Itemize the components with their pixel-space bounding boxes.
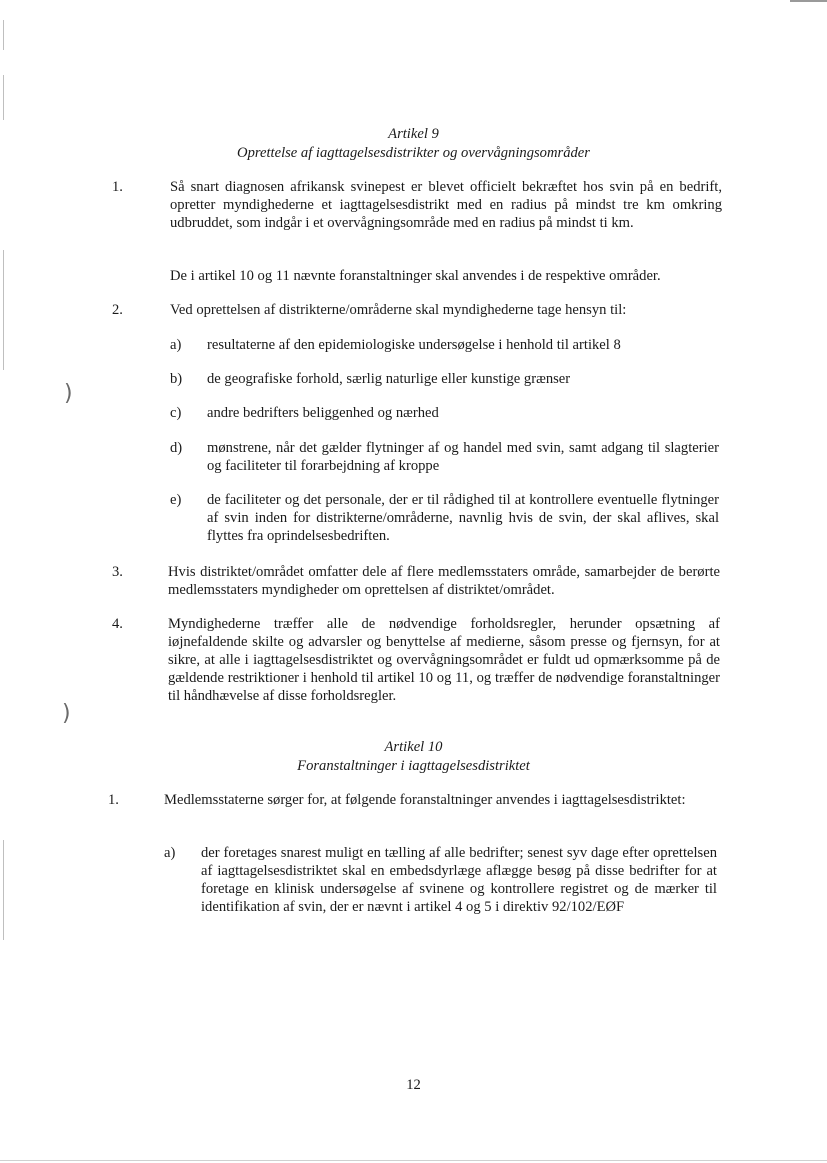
scan-edge-left xyxy=(3,840,4,940)
paragraph-text: Myndighederne træffer alle de nødvendige forholdsregler, herunder opsætning af iøjnefaldende skilte og advarsler og benyttelse af medierne, såsom presse og fjernsyn, for at sikre, at alle i iagttagelsesdistriktet og overvågningsområdet er fuldt ud opmærksomme på de gældende restriktioner i henhold til artikel 10 og 11, og træffer de nødvendige foranstaltninger til håndhævelse af disse forholdsregler. xyxy=(168,616,720,704)
binder-hole-mark: ) xyxy=(64,381,73,406)
paragraph-text: Medlemsstaterne sørger for, at følgende foranstaltninger anvendes i iagttagelsesdistriktet: xyxy=(164,792,686,808)
scan-edge-bottom xyxy=(0,1160,827,1161)
paragraph-number: 1. xyxy=(112,179,123,195)
article-10-subtitle: Foranstaltninger i iagttagelsesdistriktet xyxy=(297,758,530,774)
list-item-text: mønstrene, når det gælder flytninger af og handel med svin, samt adgang til slagterier og faciliteter til forarbejdning af kroppe xyxy=(207,440,719,474)
scan-edge-left xyxy=(3,75,4,120)
article-10-title: Artikel 10 xyxy=(384,739,443,755)
list-item-label: d) xyxy=(170,440,183,456)
paragraph-number: 3. xyxy=(112,564,123,580)
paragraph-text: Hvis distriktet/området omfatter dele af flere medlemsstaters område, samarbejder de berørte medlemsstaters myndigheder om oprettelsen af distriktet/området. xyxy=(168,564,720,598)
list-item-text: der foretages snarest muligt en tælling af alle bedrifter; senest syv dage efter oprettelsen af iagttagelsesdistriktet skal en embedsdyrlæge aflægge besøg på disse bedrifter for at foretage en klinisk undersøgelse af svinene og kontrollere registret og de mærker til identifikation af svin, der er nævnt i artikel 4 og 5 i direktiv 92/102/EØF xyxy=(201,845,717,915)
scan-edge-left xyxy=(3,250,4,370)
list-item-text: de faciliteter og det personale, der er til rådighed til at kontrollere eventuelle flytninger af svin inden for distrikterne/områderne, navnlig hvis de svin, der skal aflives, skal flyttes fra oprindelsesbedriften. xyxy=(207,492,719,544)
list-item-label: b) xyxy=(170,371,183,387)
list-item-text: de geografiske forhold, særlig naturlige eller kunstige grænser xyxy=(207,371,571,387)
list-item-label: a) xyxy=(164,845,176,861)
scan-edge-left xyxy=(3,20,4,50)
paragraph-text: Så snart diagnosen afrikansk svinepest er blevet officielt bekræftet hos svin på en bedrift, opretter myndighederne et iagttagelsesdistrikt med en radius på mindst tre km omkring udbruddet, som indgår i et overvågningsområde med en radius på mindst ti km. xyxy=(170,179,722,231)
list-item-text: resultaterne af den epidemiologiske undersøgelse i henhold til artikel 8 xyxy=(207,337,621,353)
paragraph-text: De i artikel 10 og 11 nævnte foranstaltninger skal anvendes i de respektive områder. xyxy=(170,268,661,284)
list-item-label: e) xyxy=(170,492,182,508)
list-item-text: andre bedrifters beliggenhed og nærhed xyxy=(207,405,439,421)
article-9-title: Artikel 9 xyxy=(388,126,439,142)
paragraph-number: 2. xyxy=(112,302,123,318)
list-item-label: c) xyxy=(170,405,182,421)
list-item-label: a) xyxy=(170,337,182,353)
scan-edge-top-right xyxy=(790,0,827,2)
paragraph-number: 1. xyxy=(108,792,119,808)
paragraph-number: 4. xyxy=(112,616,123,632)
page-number: 12 xyxy=(406,1077,421,1093)
article-9-subtitle: Oprettelse af iagttagelsesdistrikter og overvågningsområder xyxy=(237,145,590,161)
binder-hole-mark: ) xyxy=(62,701,71,726)
paragraph-text: Ved oprettelsen af distrikterne/områderne skal myndighederne tage hensyn til: xyxy=(170,302,627,318)
